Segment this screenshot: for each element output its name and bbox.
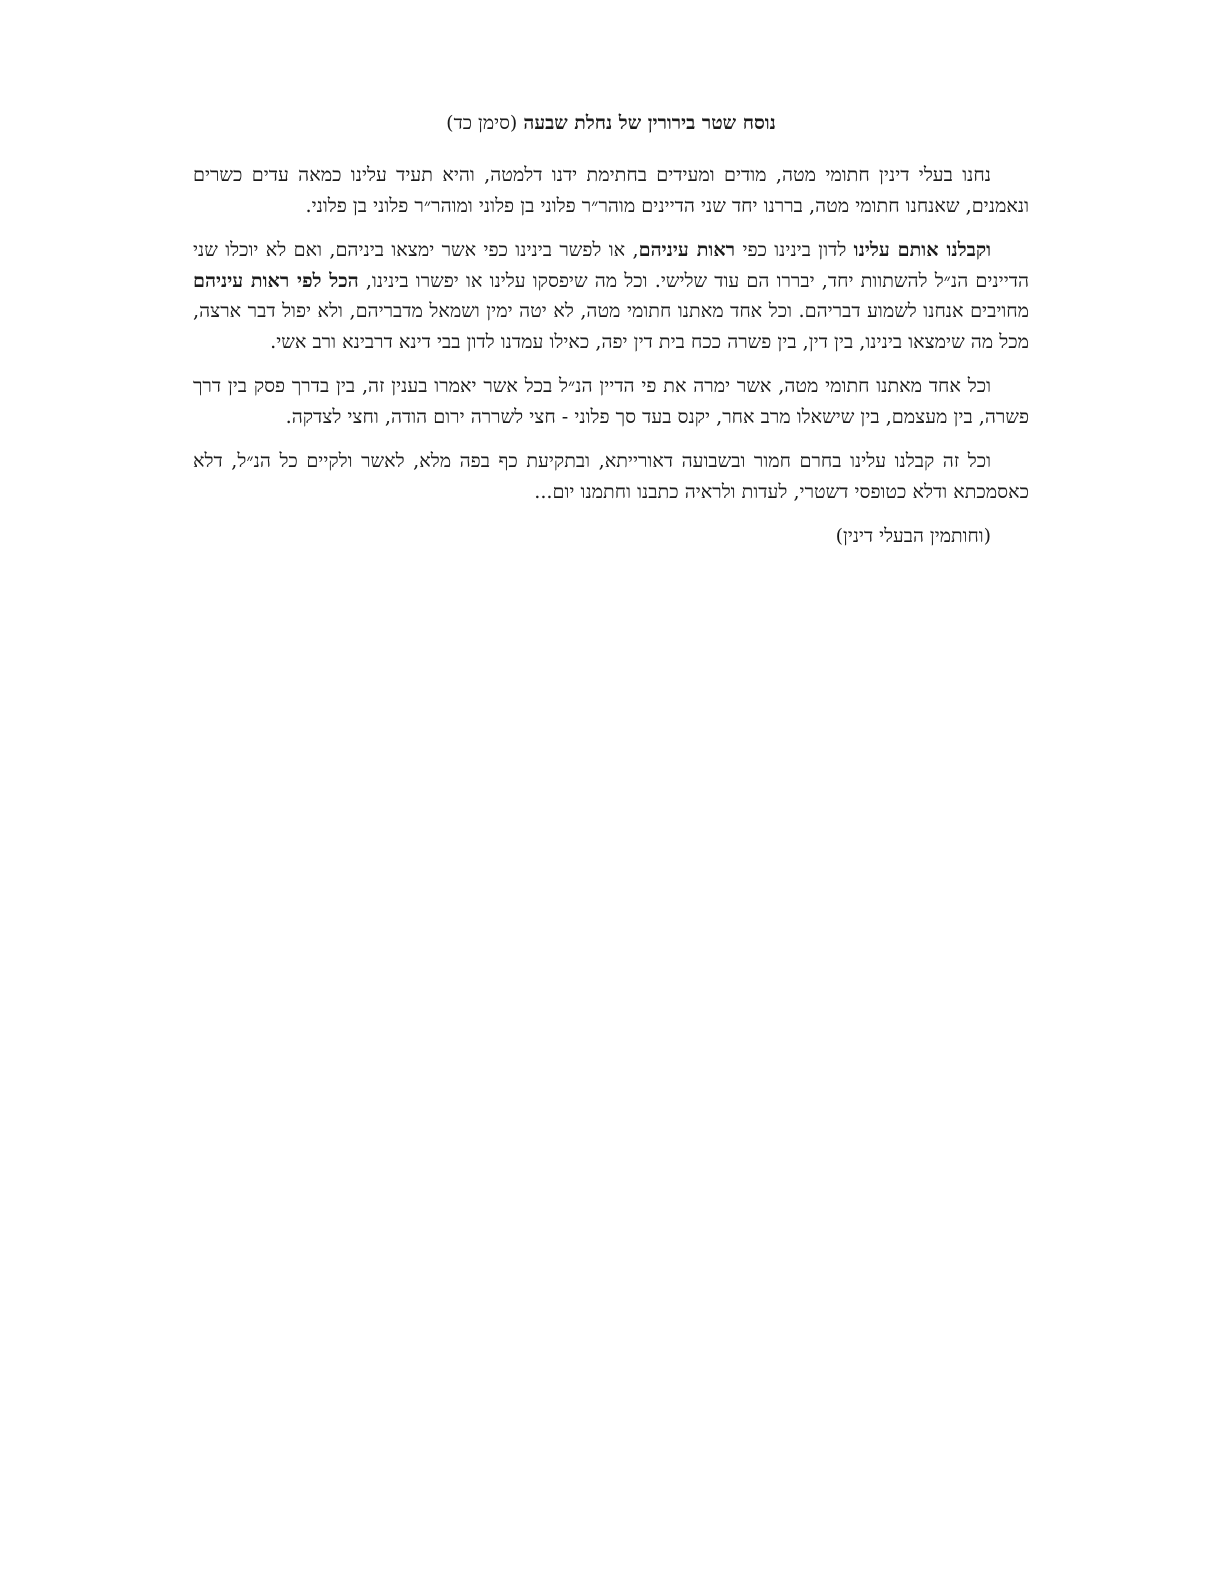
paragraph-2 [193, 235, 1029, 357]
paragraph-2-text-3: מחויבים אנחנו לשמוע דבריהם. וכל אחד מאתנו חתומי מטה, לא יטה ימין ושמאל מדבריהם, ולא יפול דבר ארצה, מכל מה שימצאו בינינו, בין דין, בין פשרה ככח בית דין יפה, כאילו עמדנו לדון בבי דינא דרבינא ורב אשי. [193, 299, 1029, 353]
title-reference: (סימן כד) [446, 112, 524, 134]
paragraph-2-bold-3: הכל לפי ראות עיניהם [193, 268, 359, 292]
paragraph-2-bold-1: וקבלנו אותם עלינו [853, 238, 992, 261]
paragraph-3: וכל אחד מאתנו חתומי מטה, אשר ימרה את פי הדיין הנ״ל בכל אשר יאמרו בענין זה, בין בדרך פסק בין דרך פשרה, בין מעצמם, בין שישאלו מרב אחר, יקנס בעד סך פלוני - חצי לשררה ירום הודה, וחצי לצדקה. [193, 374, 1029, 428]
paragraph-4: וכל זה קבלנו עלינו בחרם חמור ובשבועה דאורייתא, ובתקיעת כף בפה מלא, לאשר ולקיים כל הנ״ל, דלא כאסמכתא ודלא כטופסי דשטרי, לעדות ולראיה כתבנו וחתמנו יום... [193, 449, 1029, 503]
title-main: נוסח שטר בירורין של נחלת שבעה [523, 112, 776, 134]
paragraph-2-bold-2: ראות עיניהם [638, 238, 736, 261]
paragraph-1: נחנו בעלי דינין חתומי מטה, מודים ומעידים בחתימת ידנו דלמטה, והיא תעיד עלינו כמאה עדים כשרים ונאמנים, שאנחנו חתומי מטה, בררנו יחד שני הדיינים מוהר״ר פלוני בן פלוני ומוהר״ר פלוני בן פלוני. [193, 163, 1029, 217]
document-title [193, 108, 1029, 138]
paragraph-2-text-2: , או לפשר בינינו כפי אשר ימצאו ביניהם, ואם לא יוכלו שני הדיינים הנ״ל להשתוות יחד, יבררו הם עוד שלישי. וכל מה שיפסקו עלינו או יפשרו בינינו, [193, 238, 1029, 292]
document-page [193, 108, 1029, 551]
signature-note: (וחותמין הבעלי דינין) [835, 525, 991, 547]
paragraph-2-text-1: לדון בינינו כפי [735, 238, 854, 261]
